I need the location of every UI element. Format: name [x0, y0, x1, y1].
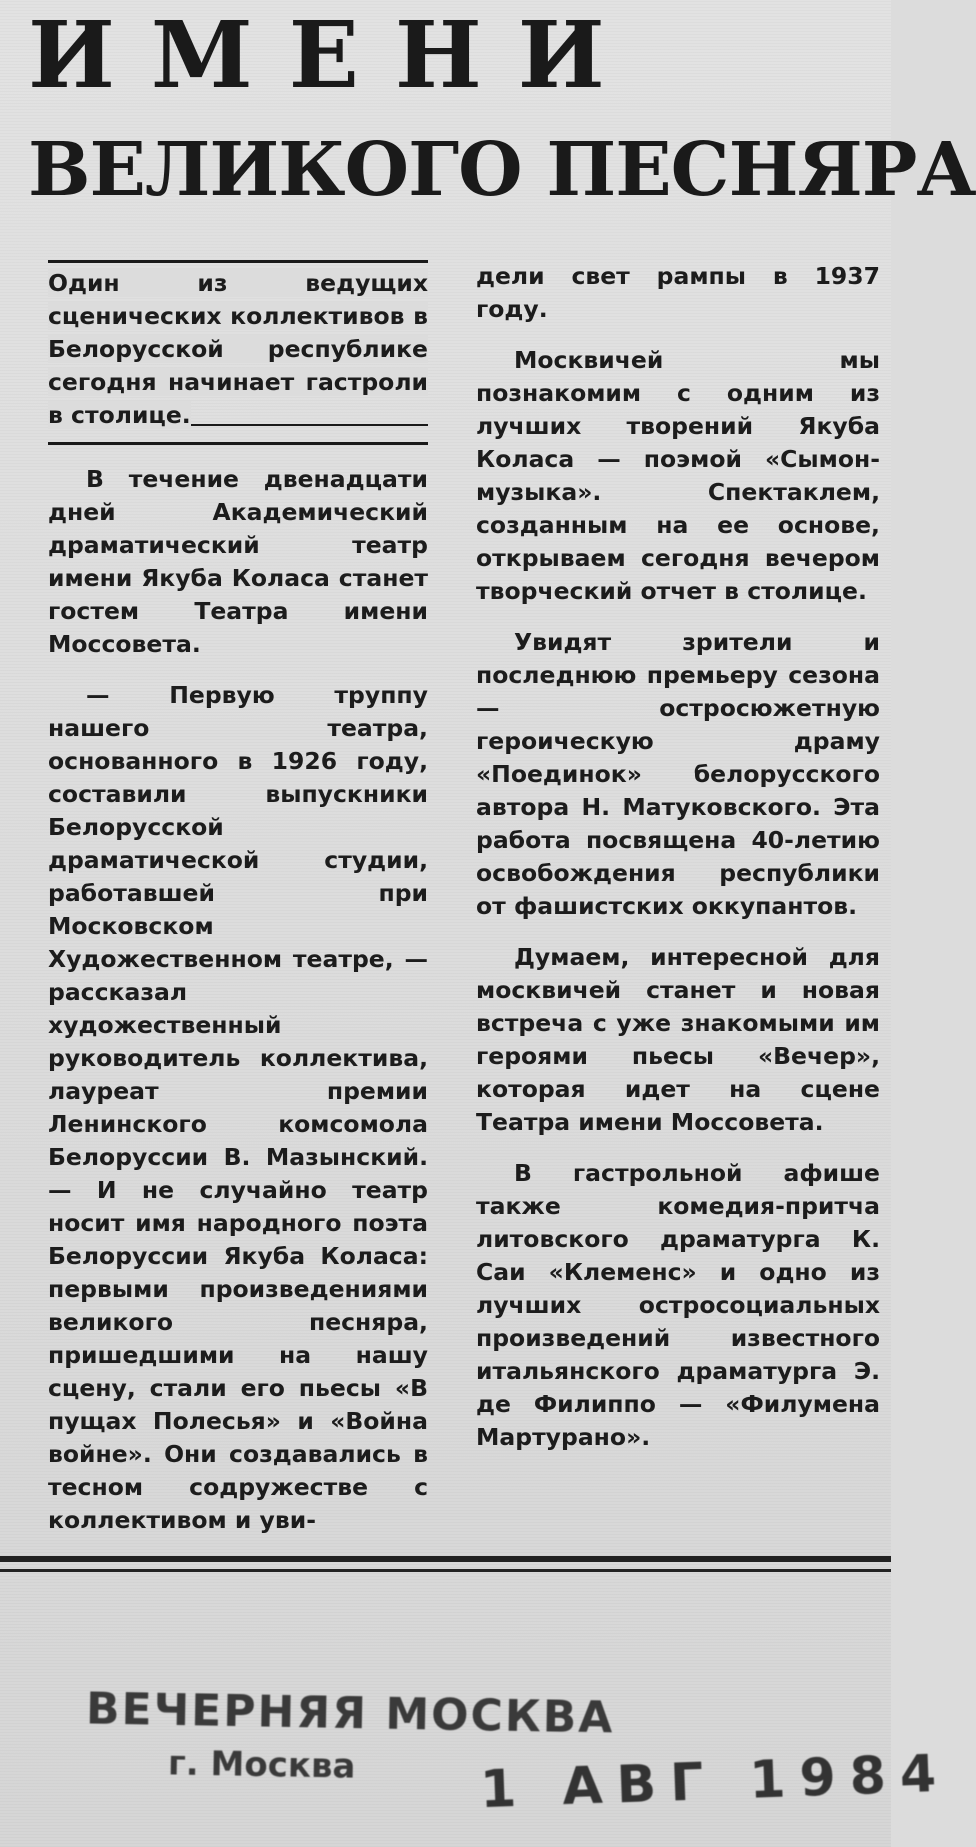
body-paragraph: В течение двенадцати дней Академический драматический театр имени Якуба Коласа станет гостем Театра имени Моссовета. — [48, 465, 428, 658]
lead-paragraph — [48, 260, 428, 445]
right-column — [476, 260, 880, 1472]
bottom-rule — [0, 1556, 891, 1572]
body-paragraph: дели свет рампы в 1937 году. — [476, 262, 880, 323]
body-paragraph: — Первую труппу нашего театра, основанного в 1926 году, составили выпускники Белорусской драматической студии, работавшей при Московском Художественном театре, — рассказал художественный руководитель коллектива, лауреат премии Ленинского комсомола Белоруссии В. Мазынский. — И не случайно театр носит имя народного поэта Белоруссии Якуба Коласа: первыми произведениями великого песняра, пришедшими на нашу сцену, стали его пьесы «В пущах Полесья» и «Война войне». Они создавались в тесном содружестве с коллективом и уви- — [48, 681, 428, 1534]
body-paragraph: Увидят зрители и последнюю премьеру сезона — остросюжетную героическую драму «Поединок» белорусского автора Н. Матуковского. Эта работа посвящена 40-летию освобождения республики от фашистских оккупантов. — [476, 628, 880, 920]
archive-stamp-city: г. Москва — [167, 1743, 356, 1787]
body-paragraph: В гастрольной афише также комедия-притча литовского драматурга К. Саи «Клеменс» и одно из лучших остросоциальных произведений известного итальянского драматурга Э. де Филиппо — «Филумена Мартурано». — [476, 1159, 880, 1451]
archive-stamp-publication: ВЕЧЕРНЯЯ МОСКВА — [85, 1683, 615, 1744]
headline-line-1: ИМЕНИ — [28, 1, 641, 109]
headline-line-2: ВЕЛИКОГО ПЕСНЯРА — [28, 127, 976, 213]
body-paragraph: Думаем, интересной для москвичей станет и новая встреча с уже знакомыми им героями пьесы «Вечер», которая идет на сцене Театра имени Моссовета. — [476, 943, 880, 1136]
left-column — [48, 260, 428, 1555]
lead-text: Один из ведущих сценических коллективов в Белорусской республике сегодня начинает гастроли в столице. — [48, 269, 428, 429]
body-paragraph: Москвичей мы познакомим с одним из лучших творений Якуба Коласа — поэмой «Сымон-музыка». Спектаклем, созданным на ее основе, открываем сегодня вечером творческий отчет в столице. — [476, 346, 880, 605]
archive-stamp-date: 1 АВГ 1984 — [479, 1743, 952, 1821]
